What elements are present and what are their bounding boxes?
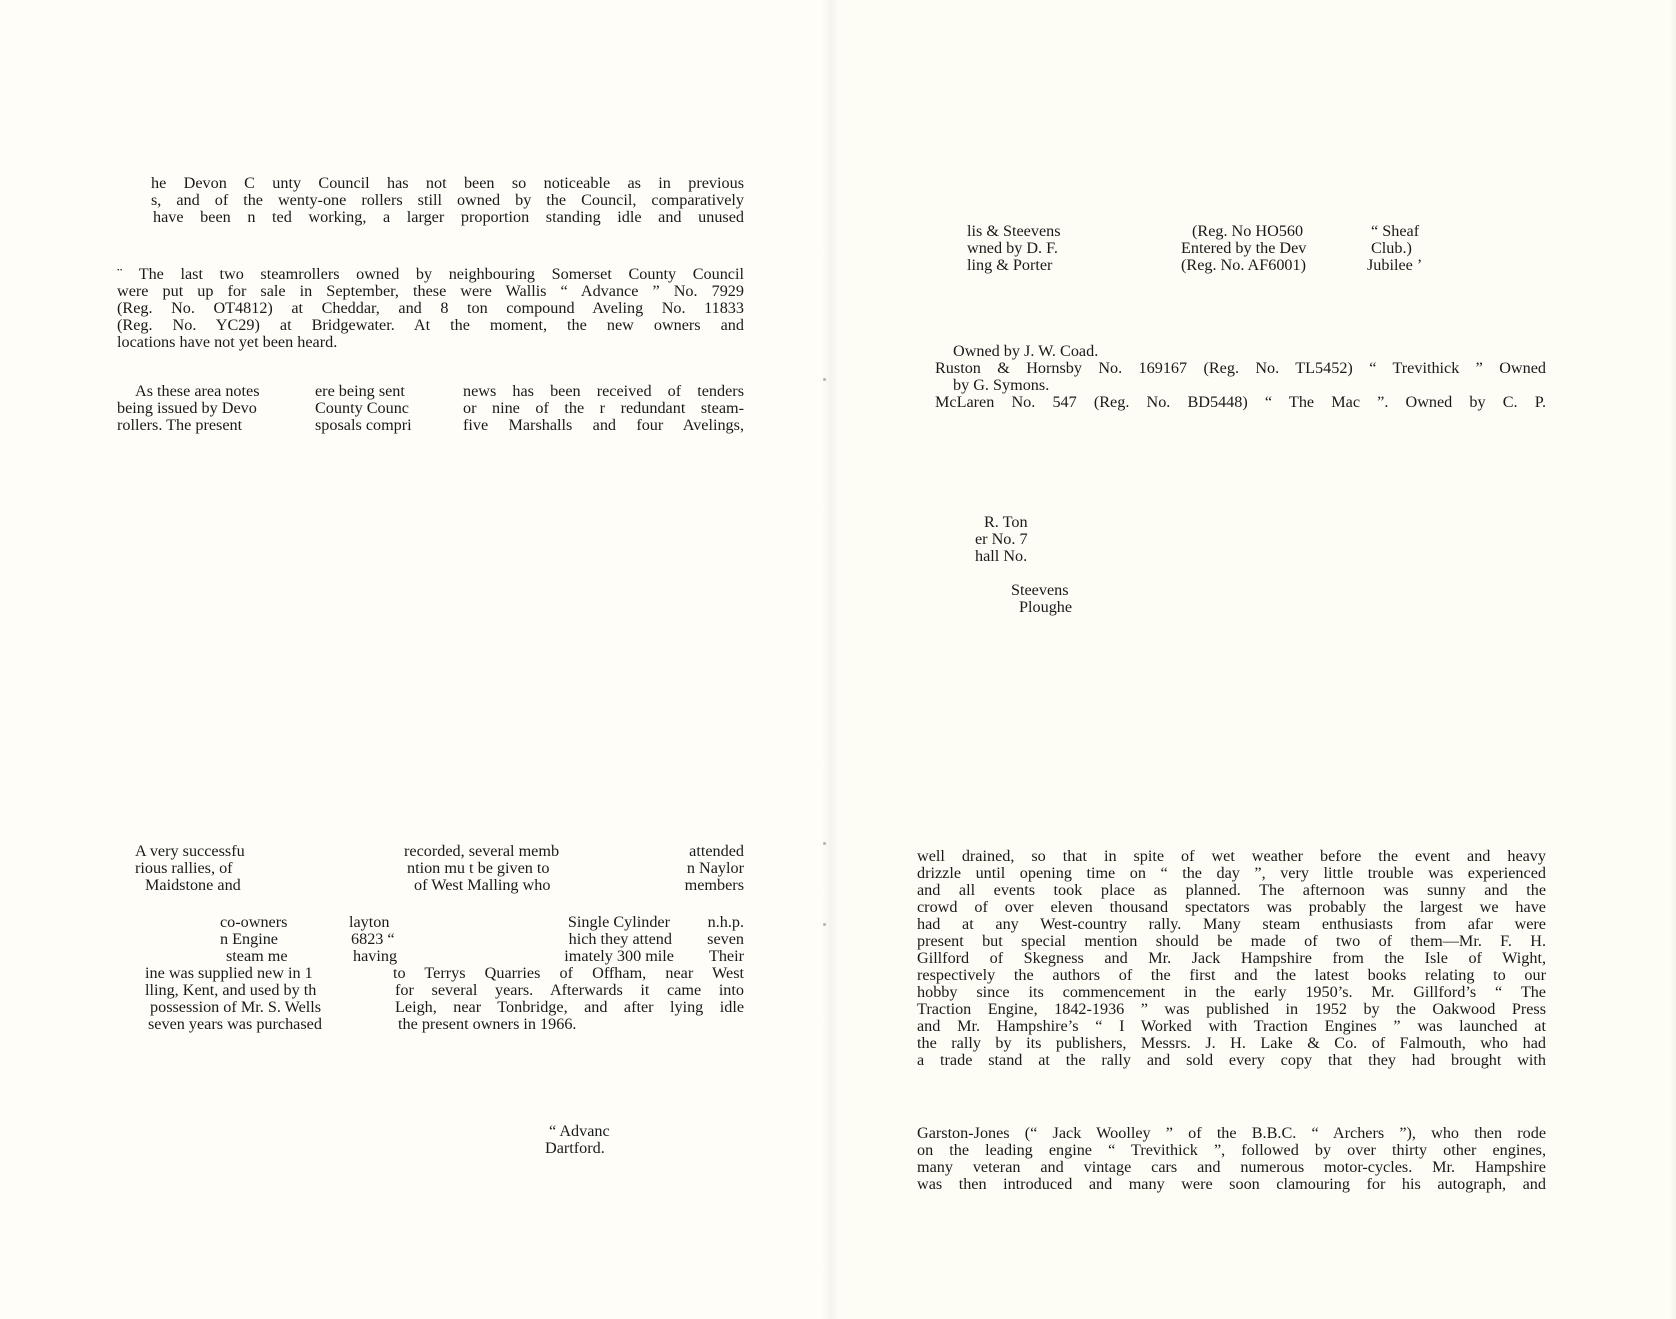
column-text: As these area notes	[135, 382, 260, 400]
caption-text: Dartford.	[545, 1139, 605, 1157]
column-text: ine was supplied new in 1	[145, 964, 313, 982]
paragraph-line: Gillford of Skegness and Mr. Jack Hampshire from the Isle of Wight,	[917, 949, 1546, 967]
column-text: co-owners	[220, 913, 288, 931]
page-gutter	[822, 0, 838, 1319]
paragraph-line: many veteran and vintage cars and numerous motor-cycles. Mr. Hampshire	[917, 1158, 1546, 1176]
paragraph-line: on the leading engine “ Trevithick ”, followed by over thirty other engines,	[917, 1141, 1546, 1159]
paragraph-line: well drained, so that in spite of wet weather before the event and heavy	[917, 847, 1546, 865]
column-text: A very successfu	[135, 842, 245, 860]
fragment-text: Steevens	[1011, 581, 1069, 599]
column-text: five Marshalls and four Avelings,	[463, 416, 744, 434]
table-cell: lis & Steevens	[967, 222, 1061, 240]
table-cell: Jubilee ’	[1367, 256, 1423, 274]
column-text: sposals compri	[315, 416, 412, 434]
table-cell: wned by D. F.	[967, 239, 1058, 257]
column-text: the present owners in 1966.	[398, 1015, 577, 1033]
column-text: having	[353, 947, 398, 965]
column-text: news has been received of tenders	[463, 382, 744, 400]
column-text: to Terrys Quarries of Offham, near West	[393, 964, 744, 982]
paragraph-line: was then introduced and many were soon clamouring for his autograph, and	[917, 1175, 1546, 1193]
column-text: recorded, several memb	[404, 842, 560, 860]
column-text: n Engine	[220, 930, 278, 948]
paragraph-line: present but special mention should be made of two of them—Mr. F. H.	[917, 932, 1546, 950]
column-text: steam me	[226, 947, 288, 965]
paragraph-line: the rally by its publishers, Messrs. J. H. Lake & Co. of Falmouth, who had	[917, 1034, 1546, 1052]
right-page	[830, 0, 1676, 1319]
column-text: possession of Mr. S. Wells	[150, 998, 322, 1016]
table-cell: (Reg. No HO560	[1192, 222, 1304, 240]
paragraph-line: crowd of over eleven thousand spectators was probably the largest we have	[917, 898, 1546, 916]
fragment-text: Ploughe	[1019, 598, 1073, 616]
column-text: layton	[349, 913, 390, 931]
column-text: of West Malling who	[414, 876, 551, 894]
scan-speck	[823, 923, 826, 926]
paragraph-line: had at any West-country rally. Many steam enthusiasts from afar were	[917, 915, 1546, 933]
list-item: Ruston & Hornsby No. 169167 (Reg. No. TL5452) “ Trevithick ” Owned	[935, 359, 1546, 377]
page-edge	[1670, 0, 1676, 1319]
column-text: for several years. Afterwards it came into	[395, 981, 744, 999]
column-text: n.h.p.	[707, 913, 744, 931]
paragraph-line: Garston-Jones (“ Jack Woolley ” of the B.B.C. “ Archers ”), who then rode	[917, 1124, 1546, 1142]
paragraph-line: he Devon C unty Council has not been so noticeable as in previous	[151, 174, 744, 192]
column-text: 6823 “	[351, 930, 395, 948]
column-text: ntion mu t be given to	[407, 859, 550, 877]
column-text: County Counc	[315, 399, 409, 417]
scan-speck	[823, 842, 826, 845]
paragraph-line: s, and of the wenty-one rollers still owned by the Council, comparatively	[151, 191, 744, 209]
column-text: Maidstone and	[145, 876, 241, 894]
column-text: being issued by Devo	[117, 399, 257, 417]
list-item: Owned by J. W. Coad.	[953, 342, 1099, 360]
table-cell: Club.)	[1371, 239, 1412, 257]
fragment-text: hall No.	[975, 547, 1028, 565]
paragraph-line: were put up for sale in September, these were Wallis “ Advance ” No. 7929	[117, 282, 744, 300]
column-text: seven years was purchased	[148, 1015, 322, 1033]
list-item: McLaren No. 547 (Reg. No. BD5448) “ The Mac ”. Owned by C. P.	[935, 393, 1546, 411]
column-text: attended	[689, 842, 744, 860]
paragraph-line: respectively the authors of the first and the latest books relating to our	[917, 966, 1546, 984]
column-text: Leigh, near Tonbridge, and after lying idle	[395, 998, 744, 1016]
fragment-text: R. Ton	[984, 513, 1028, 531]
column-text: hich they attend	[568, 930, 672, 948]
paragraph-line: and Mr. Hampshire’s “ I Worked with Traction Engines ” was launched at	[917, 1017, 1546, 1035]
paragraph-line: (Reg. No. YC29) at Bridgewater. At the moment, the new owners and	[117, 316, 744, 334]
column-text: rollers. The present	[117, 416, 243, 434]
table-cell: “ Sheaf	[1371, 222, 1420, 240]
column-text: rious rallies, of	[135, 859, 233, 877]
table-cell: (Reg. No. AF6001)	[1181, 256, 1307, 274]
column-text: members	[684, 876, 744, 894]
paragraph-line: have been n ted working, a larger proportion standing idle and unused	[153, 208, 744, 226]
paragraph-line: (Reg. No. OT4812) at Cheddar, and 8 ton compound Aveling No. 11833	[117, 299, 744, 317]
column-text: imately 300 mile	[564, 947, 674, 965]
table-cell: Entered by the Dev	[1181, 239, 1307, 257]
paragraph-line: and all events took place as planned. The afternoon was sunny and the	[917, 881, 1546, 899]
paragraph-line: drizzle until opening time on “ the day ”, very little trouble was experienced	[917, 864, 1546, 882]
list-item: by G. Symons.	[953, 376, 1050, 394]
fragment-text: er No. 7	[975, 530, 1028, 548]
column-text: or nine of the r redundant steam-	[463, 399, 744, 417]
caption-text: “ Advanc	[549, 1122, 610, 1140]
paragraph-line: hobby since its commencement in the early 1950’s. Mr. Gillford’s “ The	[917, 983, 1546, 1001]
column-text: seven	[707, 930, 744, 948]
paragraph-line: Traction Engine, 1842-1936 ” was published in 1952 by the Oakwood Press	[917, 1000, 1546, 1018]
scan-speck	[823, 378, 826, 381]
paragraph-line: a trade stand at the rally and sold every copy that they had brought with	[917, 1051, 1546, 1069]
paragraph-line: ¨ The last two steamrollers owned by neighbouring Somerset County Council	[117, 265, 744, 283]
column-text: n Naylor	[686, 859, 744, 877]
column-text: ere being sent	[315, 382, 405, 400]
column-text: Single Cylinder	[567, 913, 670, 931]
column-text: lling, Kent, and used by th	[145, 981, 317, 999]
paragraph-line: locations have not yet been heard.	[117, 333, 338, 351]
table-cell: ling & Porter	[967, 256, 1053, 274]
column-text: Their	[708, 947, 744, 965]
